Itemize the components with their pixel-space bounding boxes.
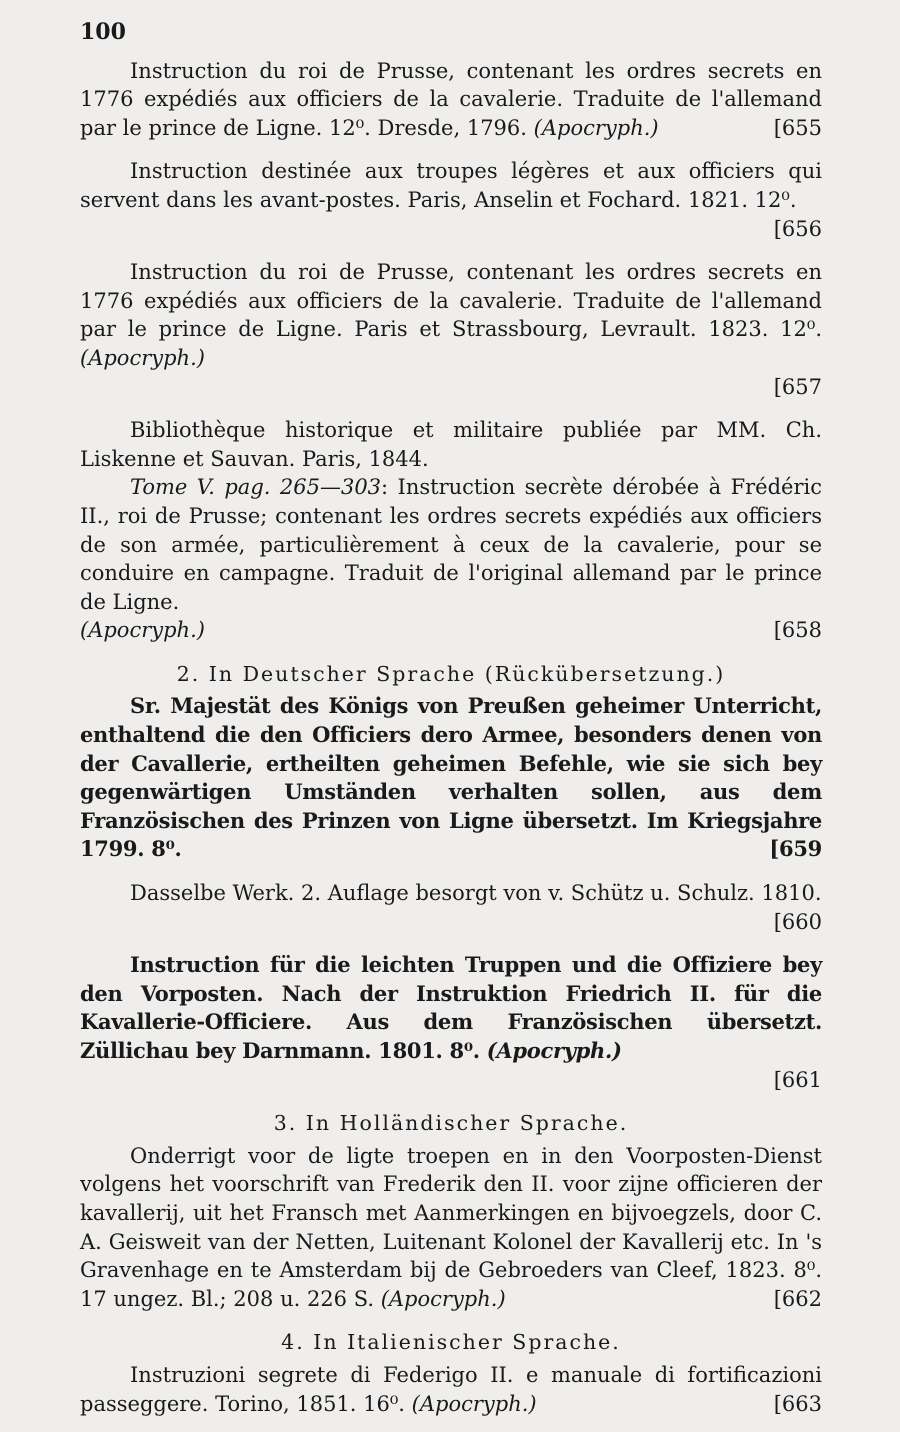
entry-659 bbox=[80, 692, 822, 864]
entry-note: (Apocryph.) bbox=[380, 1286, 506, 1311]
entry-number: [656 bbox=[773, 216, 822, 241]
entry-text: Instruzioni segrete di Federigo II. e manuale di fortificazioni passeggere. Torino, 1851. 16⁰. bbox=[80, 1362, 822, 1416]
section-heading-italian: 4. In Italienischer Sprache. bbox=[281, 1330, 621, 1355]
section-heading-dutch: 3. In Holländischer Sprache. bbox=[273, 1111, 629, 1136]
entry-note: (Apocryph.) bbox=[80, 618, 205, 643]
entry-number: [655 bbox=[773, 115, 822, 140]
entry-text: Dasselbe Werk. 2. Auflage besorgt von v. Schütz u. Schulz. 1810. bbox=[130, 881, 822, 906]
entry-sub-ref: Tome V. pag. 265—303 bbox=[130, 475, 382, 500]
entry-text: Instruction du roi de Prusse, contenant les ordres secrets en 1776 expédiés aux officiers de la cavalerie. Traduite de l'allemand par le prince de Ligne. 12⁰. Dresde, 1796. bbox=[80, 58, 822, 140]
entry-number: [662 bbox=[773, 1286, 822, 1311]
entry-text: Instruction destinée aux troupes légères et aux officiers qui servent dans les avant-postes. Paris, Anselin et Fochard. 1821. 12⁰. bbox=[80, 159, 822, 212]
entry-662 bbox=[80, 1142, 822, 1314]
entry-note: (Apocryph.) bbox=[486, 1038, 622, 1063]
entry-655 bbox=[80, 57, 822, 143]
page-number: 100 bbox=[80, 19, 126, 45]
entry-sub-text: : Instruction secrète dérobée à Frédéric II., roi de Prusse; contenant les ordres secrets expédiés aux officiers de son armée, particulièrement à ceux de la cavalerie, pour se conduire en campagne. Traduit de l'original allemand par le prince de Ligne. bbox=[80, 475, 822, 614]
entry-text: Instruction du roi de Prusse, contenant les ordres secrets en 1776 expédiés aux officiers de la cavalerie. Traduite de l'allemand par le prince de Ligne. Paris et Strassbourg, Levrault. 1823. 12⁰. bbox=[80, 260, 822, 342]
entry-text: Bibliothèque historique et militaire publiée par MM. Ch. Liskenne et Sauvan. Paris, 1844. bbox=[80, 418, 822, 471]
entry-661 bbox=[80, 951, 822, 1094]
entry-660 bbox=[80, 879, 822, 936]
entry-657 bbox=[80, 258, 822, 401]
entry-number: [657 bbox=[773, 374, 822, 399]
entry-number: [663 bbox=[773, 1391, 822, 1416]
entry-663 bbox=[80, 1361, 822, 1418]
entry-658 bbox=[80, 416, 822, 645]
entry-text: Sr. Majestät des Königs von Preußen geheimer Unterricht, enthaltend die den Officiers dero Armee, besonders denen von der Cavallerie, ertheilten geheimen Befehle, wie sie sich bey gegenwärtigen Umständen verhalten sollen, aus dem Französischen des Prinzen von Ligne übersetzt. Im Kriegsjahre 1799. 8⁰. bbox=[80, 693, 822, 862]
section-heading-german: 2. In Deutscher Sprache (Rückübersetzung.) bbox=[176, 661, 726, 686]
entry-656 bbox=[80, 157, 822, 243]
entry-note: (Apocryph.) bbox=[80, 345, 205, 370]
entry-number: [659 bbox=[769, 836, 822, 862]
entry-note: (Apocryph.) bbox=[411, 1391, 537, 1416]
entry-text: Instruction für die leichten Truppen und die Offiziere bey den Vorposten. Nach der Instruktion Friedrich II. für die Kavallerie-Officiere. Aus dem Französischen übersetzt. Züllichau bey Darnmann. 1801. 8⁰. bbox=[80, 952, 822, 1063]
entry-number: [658 bbox=[773, 618, 822, 643]
entry-text: Onderrigt voor de ligte troepen en in den Voorposten-Dienst volgens het voorschrift van Frederik den II. voor zijne officieren der kavallerij, uit het Fransch met Aanmerkingen en bijvoegzels, door C. A. Geisweit van der Netten, Luitenant Kolonel der Kavallerij etc. In 's Gravenhage en te Amsterdam bij de Gebroeders van Cleef, 1823. 8⁰. 17 ungez. Bl.; 208 u. 226 S. bbox=[80, 1143, 822, 1311]
entry-note: (Apocryph.) bbox=[533, 115, 659, 140]
entry-number: [661 bbox=[773, 1067, 822, 1092]
entry-number: [660 bbox=[773, 909, 822, 934]
